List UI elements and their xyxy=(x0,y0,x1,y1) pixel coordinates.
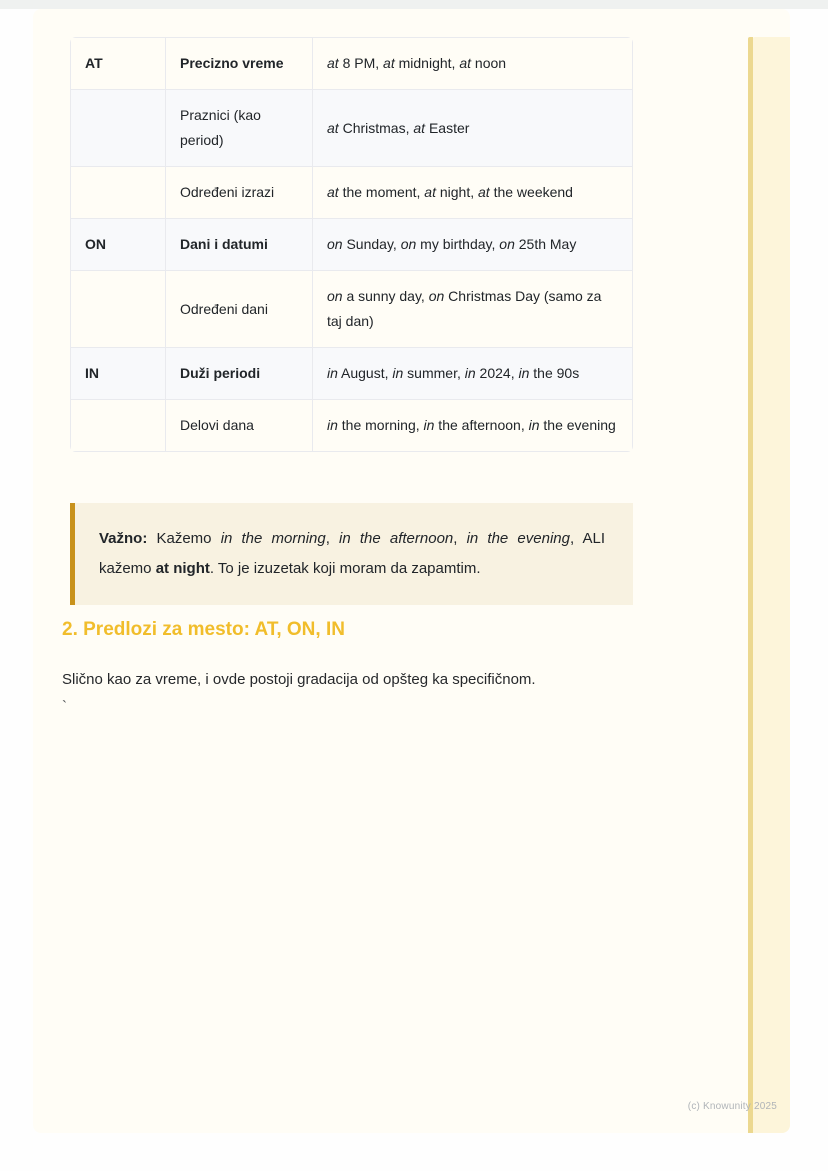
cell-preposition xyxy=(71,400,166,452)
table-row xyxy=(71,167,633,219)
cell-examples: in the morning, in the afternoon, in the evening xyxy=(313,400,633,452)
cell-examples: on Sunday, on my birthday, on 25th May xyxy=(313,219,633,271)
cell-examples: on a sunny day, on Christmas Day (samo za taj dan) xyxy=(313,271,633,348)
cell-preposition: ON xyxy=(71,219,166,271)
cell-category: Precizno vreme xyxy=(166,38,313,90)
cell-category: Određeni izrazi xyxy=(166,167,313,219)
table-row xyxy=(71,38,633,90)
preposition-table xyxy=(70,37,633,452)
cell-preposition xyxy=(71,90,166,167)
important-callout: Važno: Kažemo in the morning, in the afternoon, in the evening, ALI kažemo at night. To je izuzetak koji moram da zapamtim. xyxy=(70,503,633,605)
cell-category: Delovi dana xyxy=(166,400,313,452)
side-stripe-edge xyxy=(748,37,753,1133)
table-row xyxy=(71,271,633,348)
cell-preposition xyxy=(71,167,166,219)
cell-category: Dani i datumi xyxy=(166,219,313,271)
cell-examples: at Christmas, at Easter xyxy=(313,90,633,167)
top-band xyxy=(0,0,828,9)
cell-examples: at 8 PM, at midnight, at noon xyxy=(313,38,633,90)
cell-preposition xyxy=(71,271,166,348)
table-row xyxy=(71,90,633,167)
cell-preposition: AT xyxy=(71,38,166,90)
paragraph: Slično kao za vreme, i ovde postoji gradacija od opšteg ka specifičnom. xyxy=(62,671,536,688)
cell-category: Praznici (kao period) xyxy=(166,90,313,167)
table-row xyxy=(71,348,633,400)
cell-category: Određeni dani xyxy=(166,271,313,348)
table-row xyxy=(71,400,633,452)
cell-preposition: IN xyxy=(71,348,166,400)
table-row xyxy=(71,219,633,271)
cell-examples: in August, in summer, in 2024, in the 90s xyxy=(313,348,633,400)
section-heading: 2. Predlozi za mesto: AT, ON, IN xyxy=(62,619,345,640)
cell-category: Duži periodi xyxy=(166,348,313,400)
footer-copyright: (c) Knowunity 2025 xyxy=(687,1101,777,1112)
side-stripe xyxy=(752,37,790,1133)
stray-backtick: ` xyxy=(62,698,67,715)
cell-examples: at the moment, at night, at the weekend xyxy=(313,167,633,219)
